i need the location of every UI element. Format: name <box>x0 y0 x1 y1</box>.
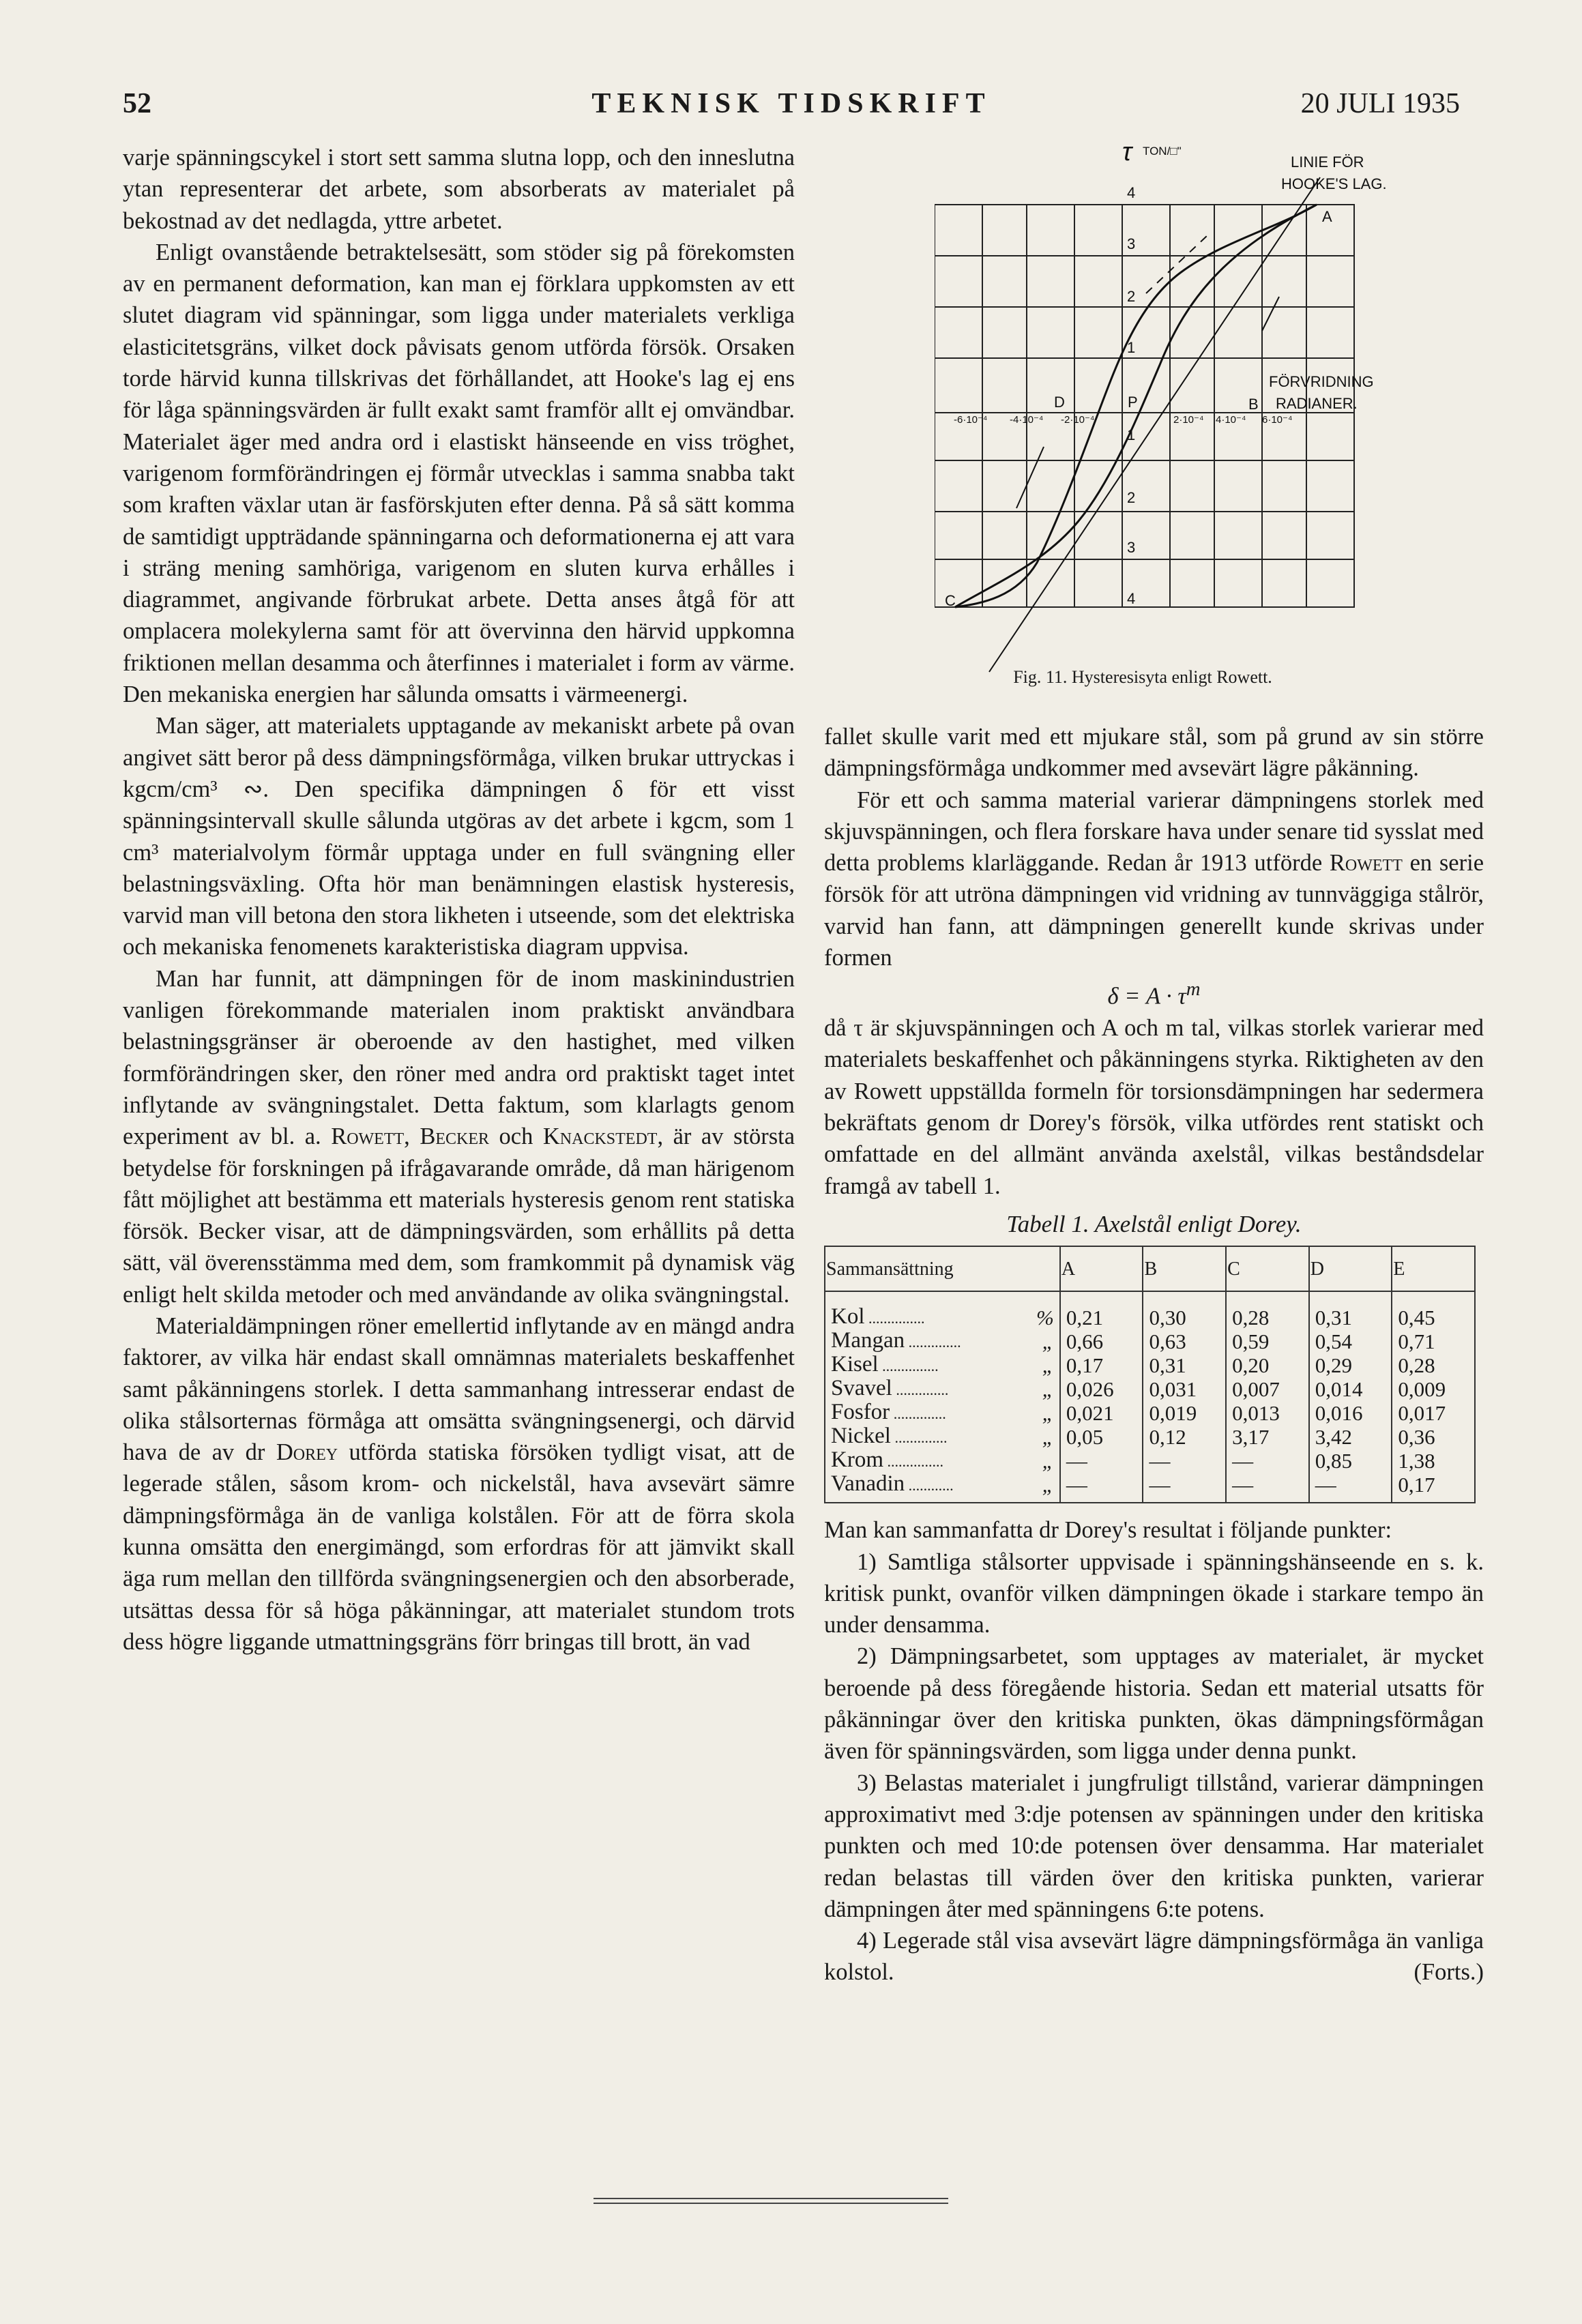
table-row <box>825 1329 1475 1353</box>
y-tick-label: 3 <box>1127 235 1136 252</box>
x-tick-label: 2·10⁻⁴ <box>1173 414 1204 426</box>
x-tick-label: -4·10⁻⁴ <box>1010 414 1044 426</box>
paragraph: Man säger, att materialets upptagande av mekaniskt arbete på ovan angivet sätt beror på dess dämpningsförmåga, vilken brukar uttryckas i kgcm/cm³ ∾. Den specifika dämpningen δ för ett visst spänningsintervall skulle sålunda utgöras av det arbete i kgcm, som 1 cm³ materialvolym förmår upptaga under en full svängning eller belastningsväxling. Ofta hör man benämningen elastisk hysteresis, varvid man vill betona den stora likheten i utseende, som det elektriska och mekaniska fenomenets karakteristiska diagram uppvisa. <box>123 713 795 960</box>
leader-dots: .............. <box>892 1381 949 1399</box>
unit: „ <box>1021 1377 1060 1401</box>
table-header-cell: D <box>1309 1246 1392 1291</box>
table-cell: — <box>1309 1473 1392 1503</box>
unit: „ <box>1021 1449 1060 1473</box>
table-cell: — <box>1143 1449 1226 1473</box>
element-name: Krom ............... <box>825 1449 1021 1473</box>
table-cell: 0,85 <box>1309 1449 1392 1473</box>
leader-dots: .............. <box>905 1334 961 1351</box>
right-column <box>824 721 1484 1988</box>
table-cell: — <box>1060 1473 1143 1503</box>
unit: „ <box>1021 1329 1060 1353</box>
y-tick-label: 1 <box>1127 339 1136 356</box>
paragraph: fallet skulle varit med ett mjukare stål, som på grund av sin större dämpningsförmåga undkommer med avsevärt lägre påkänning. <box>824 724 1484 782</box>
unit: „ <box>1021 1425 1060 1449</box>
table-cell: 0,026 <box>1060 1377 1143 1401</box>
paragraph: Man kan sammanfatta dr Dorey's resultat i följande punkter: <box>824 1517 1392 1544</box>
author-name: Rowett <box>1329 850 1403 877</box>
table-header-row <box>825 1246 1475 1291</box>
element-name: Vanadin ............ <box>825 1473 1021 1503</box>
y-axis-unit: TON/□" <box>1143 145 1182 158</box>
paragraph: Enligt ovanstående betraktelsesätt, som stöder sig på förekomsten av en permanent deformation, kan man ej förklara uppkomsten av ett slutet diagram vid spänningar, som ligga under materialets verkliga elasticitetsgräns, vilket dock påvisats genom utförda försök. Orsaken torde härvid kunna tillskrivas det förhållandet, att Hooke's lag ej ens för låga spänningsvärden är fullt exakt samt framför allt ej omvändbar. Materialet äger med andra ord i elastiskt hänseende en viss tröghet, varigenom formförändringen ej förmår utvecklas i samma snabba takt som kraften växlar utan är fasförskjuten efter denna. På så sätt komma de samtidigt uppträdande spänningarna och deformationerna ej att vara i sträng mening samhöriga, varigenom en sluten kurva erhålles i diagrammet, angivande förbrukat arbete. Detta anses åtgå för att omplacera molekylerna samt för att övervinna den härvid uppkomna friktionen mellan desamma och återfinnes i materialet i form av värme. Den mekaniska energien har sålunda omsatts i värmeenergi. <box>123 239 795 708</box>
table-cell: 0,29 <box>1309 1353 1392 1377</box>
table-row <box>825 1425 1475 1449</box>
x-tick-label: -2·10⁻⁴ <box>1061 414 1095 426</box>
table-cell: — <box>1226 1449 1309 1473</box>
figure-caption: Fig. 11. Hysteresisyta enligt Rowett. <box>1013 667 1272 687</box>
table-header-cell: Sammansättning <box>825 1246 1060 1291</box>
issue-date: 20 JULI 1935 <box>1300 88 1460 119</box>
table-cell: — <box>1226 1473 1309 1503</box>
guide-line <box>1016 447 1044 508</box>
point-label: P <box>1128 394 1138 411</box>
table-cell: 0,28 <box>1226 1291 1309 1329</box>
hysteresis-diagram <box>935 140 1426 713</box>
table-cell: 0,31 <box>1309 1291 1392 1329</box>
table-cell: 0,17 <box>1060 1353 1143 1377</box>
leader-dots: ............ <box>905 1477 954 1495</box>
table-cell: 3,42 <box>1309 1425 1392 1449</box>
leader-dots: ............... <box>864 1310 925 1327</box>
table-cell: 0,66 <box>1060 1329 1143 1353</box>
author-name: Dorey <box>276 1439 338 1466</box>
element-name: Kisel ............... <box>825 1353 1021 1377</box>
dashed-guide-line <box>1146 235 1207 293</box>
point-label: A <box>1322 208 1332 225</box>
table-cell: — <box>1143 1473 1226 1503</box>
paragraph: 1) Samtliga stålsorter uppvisade i spänningshänseende en s. k. kritisk punkt, ovanför vilken dämpningen ökade i starkare tempo än under densamma. <box>824 1548 1484 1638</box>
formula: $\delta = A \cdot \tau^m$ <box>1107 978 1201 1010</box>
table-header-cell: B <box>1143 1246 1226 1291</box>
x-tick-label: 4·10⁻⁴ <box>1216 414 1246 426</box>
unit: „ <box>1021 1353 1060 1377</box>
table-cell: 0,016 <box>1309 1401 1392 1425</box>
table-cell: 0,009 <box>1392 1377 1475 1401</box>
table-cell: 0,63 <box>1143 1329 1226 1353</box>
element-name: Kol ............... <box>825 1291 1021 1329</box>
unit: „ <box>1021 1473 1060 1503</box>
table-row <box>825 1473 1475 1503</box>
table-body <box>825 1291 1475 1503</box>
element-name: Svavel .............. <box>825 1377 1021 1401</box>
y-tick-label: 4 <box>1127 590 1136 607</box>
table-cell: 3,17 <box>1226 1425 1309 1449</box>
table-cell: 0,05 <box>1060 1425 1143 1449</box>
continued-note: (Forts.) <box>1413 1959 1484 1986</box>
table-row <box>825 1449 1475 1473</box>
table-row <box>825 1377 1475 1401</box>
table-cell: 0,019 <box>1143 1401 1226 1425</box>
table-cell: 0,20 <box>1226 1353 1309 1377</box>
table-cell: 0,12 <box>1143 1425 1226 1449</box>
table-cell: 0,014 <box>1309 1377 1392 1401</box>
table-cell: 0,007 <box>1226 1377 1309 1401</box>
guide-line <box>1262 297 1279 331</box>
table-cell: 0,30 <box>1143 1291 1226 1329</box>
table-cell: 0,21 <box>1060 1291 1143 1329</box>
unit: „ <box>1021 1401 1060 1425</box>
table-header-cell: E <box>1392 1246 1475 1291</box>
element-name: Fosfor .............. <box>825 1401 1021 1425</box>
left-column <box>123 142 795 1658</box>
y-tick-label: 4 <box>1127 184 1136 201</box>
table-cell: 1,38 <box>1392 1449 1475 1473</box>
unit: % <box>1021 1291 1060 1329</box>
twist-label: FÖRVRIDNING <box>1269 373 1374 390</box>
table-cell: 0,71 <box>1392 1329 1475 1353</box>
table-cell: 0,017 <box>1392 1401 1475 1425</box>
x-tick-label: 6·10⁻⁴ <box>1262 414 1293 426</box>
table-cell: 0,17 <box>1392 1473 1475 1503</box>
hysteresis-figure <box>935 140 1426 713</box>
hooke-label: LINIE FÖR <box>1291 153 1364 171</box>
leader-dots: ............... <box>883 1453 943 1471</box>
y-tick-label: 2 <box>1127 489 1136 506</box>
paragraph: 4) Legerade stål visa avsevärt lägre dämpningsförmåga än vanliga kolstol. (Forts.) <box>824 1925 1484 1988</box>
y-tick-label: 3 <box>1127 539 1136 556</box>
table-row <box>825 1291 1475 1329</box>
paragraph: Man har funnit, att dämpningen för de inom maskinindustrien vanligen förekommande materialen inom praktiskt användbara belastningsgränser är oberoende av den hastighet, med vilken formförändringen sker, den röner med andra ord praktiskt taget intet inflytande av svängningstalet. Detta faktum, som klarlagts genom experiment av bl. a. Rowett, Becker och Knackstedt, är av största betydelse för forskningen på ifrågavarande område, då man härigenom fått möjlighet att bestämma ett materials hysteresis genom rent statiska försök. Becker visar, att de dämpningsvärden, som erhållits på detta sätt, väl överensstämma med dem, som framkommit på dynamisk väg enligt helt skilda metoder och med användande av olika svängningstal. <box>123 965 795 1308</box>
author-name: Knackstedt <box>542 1123 658 1150</box>
table-header-cell: C <box>1226 1246 1309 1291</box>
table-row <box>825 1353 1475 1377</box>
point-label: D <box>1054 394 1065 411</box>
paragraph: 3) Belastas materialet i jungfruligt tillstånd, varierar dämpningen approximativt med 3:dje potensen av spänningen under den kritiska punkten och med 10:de potensen över densamma. Har materialet redan belastas till värden över den kritiska punkten, varierar dämpningen åter med spänningens 6:te potens. <box>824 1769 1484 1922</box>
y-tick-label: 1 <box>1127 426 1136 443</box>
point-label: B <box>1248 396 1259 413</box>
table-row <box>825 1401 1475 1425</box>
journal-title: TEKNISK TIDSKRIFT <box>591 88 991 119</box>
table-cell: 0,013 <box>1226 1401 1309 1425</box>
table-cell: 0,28 <box>1392 1353 1475 1377</box>
leader-dots: .............. <box>890 1429 948 1447</box>
table-cell: 0,54 <box>1309 1329 1392 1353</box>
author-name: Rowett <box>331 1123 405 1150</box>
table-cell: 0,031 <box>1143 1377 1226 1401</box>
page-number: 52 <box>123 88 151 119</box>
author-name: Becker <box>420 1123 489 1150</box>
paragraph: För ett och samma material varierar dämpningens storlek med skjuvspänningen, och flera forskare hava under senare tid sysslat med detta problems klarläggande. Redan år 1913 utförde Rowett en serie försök för att utröna dämpningen vid vridning av tunnväggiga stålrör, varvid han fann, att dämpningen generellt kunde skrivas under formen <box>824 786 1484 971</box>
element-name: Mangan .............. <box>825 1329 1021 1353</box>
table-cell: 0,36 <box>1392 1425 1475 1449</box>
paragraph: varje spänningscykel i stort sett samma slutna lopp, och den inneslutna ytan representerar det arbete, som absorberats av materialet på bekostnad av det nedlagda, yttre arbetet. <box>123 145 795 234</box>
table-cell: 0,59 <box>1226 1329 1309 1353</box>
table-cell: 0,31 <box>1143 1353 1226 1377</box>
table-header-cell: A <box>1060 1246 1143 1291</box>
paragraph: 2) Dämpningsarbetet, som upptages av materialet, är mycket beroende på dess föregående historia. Sedan ett material utsatts för påkänningar över den kritiska punkten, ökas dämpningsförmågan även för spänningsvärden, som ligga under denna punkt. <box>824 1643 1484 1765</box>
paragraph: Materialdämpningen röner emellertid inflytande av en mängd andra faktorer, av vilka här endast skall omnämnas materialets beskaffenhet samt påkänningens storlek. I detta sammanhang intresserar endast de olika stålsorternas förmåga att omsätta svängningsenergi, och därvid hava de av dr Dorey utförda statiska försöken tydligt visat, att de legerade stålen, såsom krom- och nickelstål, hava avsevärt sämre dämpningsförmåga än de vanliga kolstålen. För att de förra skola kunna omsätta den energimängd, som erfordras för att jämvikt skall äga rum mellan den tillförda svängningsenergien och den absorberade, utsättas dessa för så höga påkänningar, att materialet stundom trots dess högre liggande utmattningsgräns förr bringas till brott, än vad <box>123 1312 795 1655</box>
element-name: Nickel .............. <box>825 1425 1021 1449</box>
table-title: Tabell 1. Axelstål enligt Dorey. <box>1006 1210 1302 1237</box>
table-cell: — <box>1060 1449 1143 1473</box>
leader-dots: ............... <box>878 1357 939 1375</box>
paragraph: då τ är skjuvspänningen och A och m tal, vilkas storlek varierar med materialets beskaffenhet och påkänningens styrka. Riktigheten av den av Rowett uppställda formeln för torsionsdämpningen har sedermera bekräftats genom dr Dorey's försök, vilka utfördes rent statiskt och omfattade en del allmänt använda axelstål, vilkas beståndsdelar framgå av tabell 1. <box>824 1015 1484 1199</box>
y-tick-label: 2 <box>1127 288 1136 305</box>
hooke-label: HOOKE'S LAG. <box>1281 175 1387 192</box>
leader-dots: .............. <box>890 1405 946 1423</box>
page-header <box>123 87 1460 135</box>
table-cell: 0,021 <box>1060 1401 1143 1425</box>
x-tick-label: -6·10⁻⁴ <box>954 414 988 426</box>
twist-label: RADIANER. <box>1276 395 1358 412</box>
table-cell: 0,45 <box>1392 1291 1475 1329</box>
footer-rule <box>594 2198 948 2204</box>
y-axis-symbol: τ <box>1122 140 1132 166</box>
composition-table <box>824 1246 1476 1503</box>
point-label: C <box>945 592 956 609</box>
